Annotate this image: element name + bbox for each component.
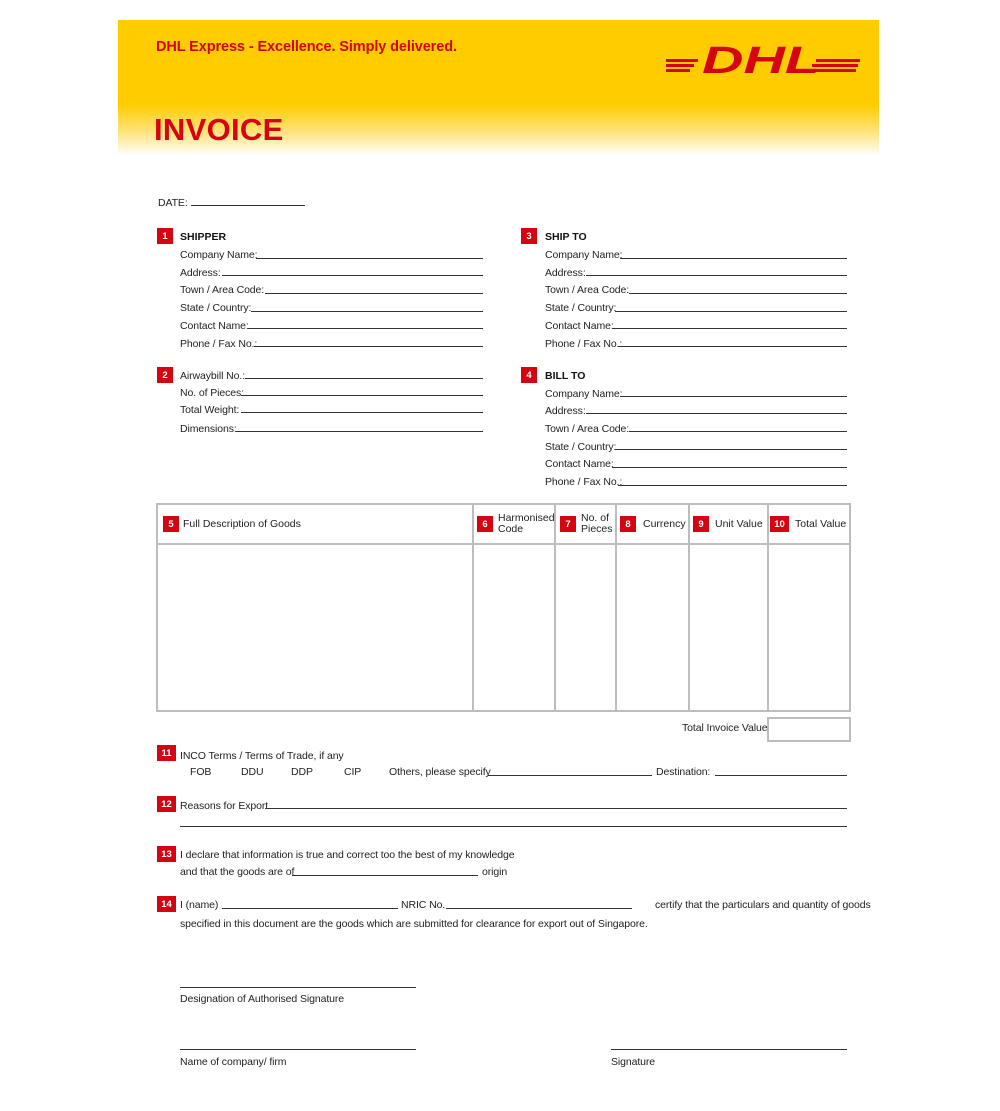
bill-to-title: BILL TO xyxy=(545,370,586,382)
table-divider xyxy=(767,505,769,710)
inco-option-fob[interactable]: FOB xyxy=(190,766,212,778)
invoice-header xyxy=(118,20,879,156)
bill-to-town-label: Town / Area Code: xyxy=(545,423,630,435)
nric-field[interactable] xyxy=(446,908,632,909)
section-number-2: 2 xyxy=(157,367,173,383)
certification-name-field[interactable] xyxy=(222,908,398,909)
section-number-12: 12 xyxy=(157,796,176,812)
shipper-town-label: Town / Area Code: xyxy=(180,284,265,296)
bill-to-address-field[interactable] xyxy=(586,413,847,414)
inco-option-cip[interactable]: CIP xyxy=(344,766,362,778)
ship-to-company-label: Company Name: xyxy=(545,249,623,261)
dhl-logo xyxy=(666,42,860,76)
section-number-13: 13 xyxy=(157,846,176,862)
section-number-3: 3 xyxy=(521,228,537,244)
shipper-phone-field[interactable] xyxy=(254,346,483,347)
ship-to-town-field[interactable] xyxy=(629,293,847,294)
inco-option-ddp[interactable]: DDP xyxy=(291,766,313,778)
shipper-company-label: Company Name: xyxy=(180,249,258,261)
section-number-7: 7 xyxy=(560,516,576,532)
section-number-9: 9 xyxy=(693,516,709,532)
airwaybill-field[interactable] xyxy=(245,378,483,379)
pieces-field[interactable] xyxy=(241,395,483,396)
weight-field[interactable] xyxy=(241,412,483,413)
dimensions-field[interactable] xyxy=(236,431,483,432)
shipper-phone-label: Phone / Fax No.: xyxy=(180,338,258,350)
certify-text: certify that the particulars and quantity of goods xyxy=(655,899,871,911)
bill-to-phone-field[interactable] xyxy=(618,485,847,486)
col-description-header: Full Description of Goods xyxy=(183,518,301,530)
ship-to-contact-label: Contact Name: xyxy=(545,320,614,332)
section-number-5: 5 xyxy=(163,516,179,532)
col-hs-code-header-line1: Harmonised xyxy=(498,512,555,524)
col-pieces-header-line1: No. of xyxy=(581,512,610,524)
col-hs-code-header-line2: Code xyxy=(498,523,524,535)
signature-field[interactable] xyxy=(611,1049,847,1050)
section-number-10: 10 xyxy=(770,516,789,532)
bill-to-contact-label: Contact Name: xyxy=(545,458,614,470)
airwaybill-label: Airwaybill No.: xyxy=(180,370,246,382)
ship-to-phone-field[interactable] xyxy=(618,346,847,347)
shipper-title: SHIPPER xyxy=(180,231,227,243)
goods-table xyxy=(156,503,851,712)
ship-to-title: SHIP TO xyxy=(545,231,587,243)
bill-to-state-field[interactable] xyxy=(615,449,847,450)
ship-to-contact-field[interactable] xyxy=(612,328,847,329)
company-name-label: Name of company/ firm xyxy=(180,1056,287,1068)
section-number-1: 1 xyxy=(157,228,173,244)
dimensions-label: Dimensions: xyxy=(180,423,237,435)
table-header-divider xyxy=(158,543,849,545)
bill-to-contact-field[interactable] xyxy=(612,467,847,468)
declaration-text: I declare that information is true and correct too the best of my knowledge xyxy=(180,849,515,861)
ship-to-town-label: Town / Area Code: xyxy=(545,284,630,296)
table-divider xyxy=(554,505,556,710)
col-pieces-header-line2: Pieces xyxy=(581,523,613,535)
reasons-for-export-field[interactable] xyxy=(265,808,847,809)
shipper-state-label: State / Country: xyxy=(180,302,252,314)
table-divider xyxy=(472,505,474,710)
destination-field[interactable] xyxy=(715,775,847,776)
shipper-contact-label: Contact Name: xyxy=(180,320,249,332)
section-number-4: 4 xyxy=(521,367,537,383)
dhl-logo-text: DHL xyxy=(702,42,820,76)
section-number-8: 8 xyxy=(620,516,636,532)
page-title: INVOICE xyxy=(154,112,284,147)
section-number-11: 11 xyxy=(157,745,176,761)
section-number-14: 14 xyxy=(157,896,176,912)
shipper-contact-field[interactable] xyxy=(248,328,483,329)
reasons-for-export-field-line2[interactable] xyxy=(180,826,847,827)
nric-label: NRIC No. xyxy=(401,899,446,911)
shipper-address-field[interactable] xyxy=(222,275,483,276)
shipper-address-label: Address: xyxy=(180,267,221,279)
shipper-town-field[interactable] xyxy=(265,293,483,294)
company-name-field[interactable] xyxy=(180,1049,416,1050)
ship-to-state-field[interactable] xyxy=(615,311,847,312)
ship-to-address-label: Address: xyxy=(545,267,586,279)
shipper-company-field[interactable] xyxy=(256,258,483,259)
destination-label: Destination: xyxy=(656,766,711,778)
bill-to-address-label: Address: xyxy=(545,405,586,417)
date-field[interactable] xyxy=(191,205,305,206)
total-invoice-value-field[interactable] xyxy=(767,717,851,742)
inco-others-field[interactable] xyxy=(488,775,652,776)
bill-to-company-field[interactable] xyxy=(620,396,847,397)
bill-to-company-label: Company Name: xyxy=(545,388,623,400)
col-total-value-header: Total Value xyxy=(795,518,847,530)
ship-to-address-field[interactable] xyxy=(586,275,847,276)
certification-statement: specified in this document are the goods which are submitted for clearance for export out of Singapore. xyxy=(180,918,648,930)
inco-terms-label: INCO Terms / Terms of Trade, if any xyxy=(180,750,344,762)
section-number-6: 6 xyxy=(477,516,493,532)
table-divider xyxy=(615,505,617,710)
col-unit-value-header: Unit Value xyxy=(715,518,763,530)
inco-others-label: Others, please specify xyxy=(389,766,491,778)
designation-signature-field[interactable] xyxy=(180,987,416,988)
reasons-for-export-label: Reasons for Export xyxy=(180,800,269,812)
bill-to-phone-label: Phone / Fax No.: xyxy=(545,476,623,488)
bill-to-town-field[interactable] xyxy=(629,431,847,432)
bill-to-state-label: State / Country: xyxy=(545,441,617,453)
declaration-origin-suffix: origin xyxy=(482,866,508,878)
shipper-state-field[interactable] xyxy=(251,311,483,312)
goods-origin-field[interactable] xyxy=(292,875,478,876)
tagline: DHL Express - Excellence. Simply delivered. xyxy=(156,39,457,55)
pieces-label: No. of Pieces: xyxy=(180,387,244,399)
signature-label: Signature xyxy=(611,1056,656,1068)
table-divider xyxy=(688,505,690,710)
date-label: DATE: xyxy=(158,197,188,209)
designation-label: Designation of Authorised Signature xyxy=(180,993,345,1005)
ship-to-company-field[interactable] xyxy=(620,258,847,259)
inco-option-ddu[interactable]: DDU xyxy=(241,766,264,778)
certification-name-label: I (name) xyxy=(180,899,219,911)
ship-to-state-label: State / Country: xyxy=(545,302,617,314)
declaration-origin-prefix: and that the goods are of xyxy=(180,866,295,878)
weight-label: Total Weight: xyxy=(180,404,240,416)
ship-to-phone-label: Phone / Fax No.: xyxy=(545,338,623,350)
col-currency-header: Currency xyxy=(643,518,686,530)
total-invoice-value-label: Total Invoice Value xyxy=(682,722,768,734)
